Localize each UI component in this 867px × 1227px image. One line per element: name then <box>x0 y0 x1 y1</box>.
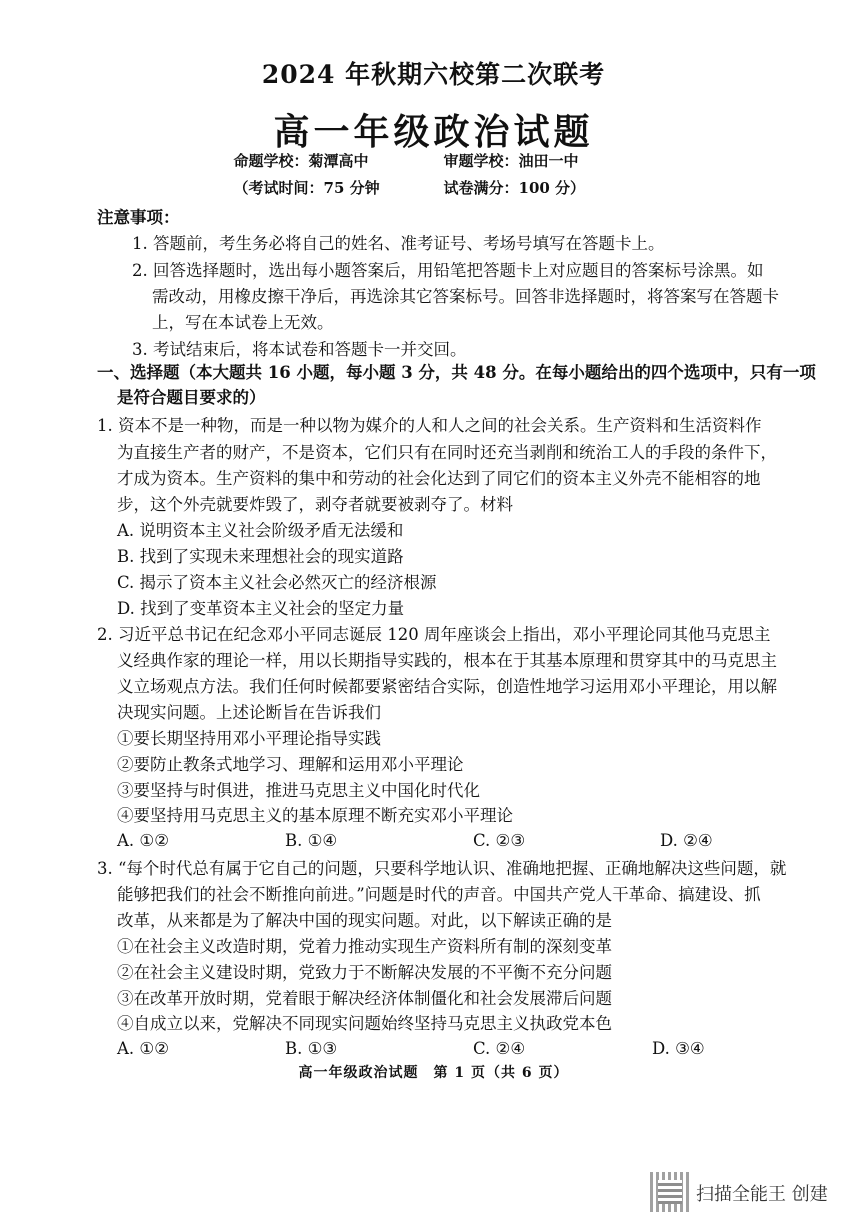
q3-stem: 3. “每个时代总有属于它自己的问题，只要科学地认识、准确地把握、正确地解决这些问题，就 <box>97 859 787 878</box>
q1-stem: 1. 资本不是一种物，而是一种以物为媒介的人和人之间的社会关系。生产资料和生活资料作 <box>97 416 762 435</box>
notice-line: 2. 回答选择题时，选出每小题答案后，用铅笔把答题卡上对应题目的答案标号涂黑。如 <box>132 261 764 280</box>
exam-time: （考试时间：75 分钟 <box>233 179 380 197</box>
q3-choice-c: C. ②④ <box>473 1039 526 1058</box>
q2-choice-b: B. ①④ <box>285 831 338 850</box>
notice-line: 需改动，用橡皮擦干净后，再选涂其它答案标号。回答非选择题时，将答案写在答题卡 <box>152 287 779 306</box>
reviewer-school: 审题学校：油田一中 <box>443 152 579 170</box>
q2-item: ②要防止教条式地学习、理解和运用邓小平理论 <box>117 755 464 774</box>
q2-item: ③要坚持与时俱进，推进马克思主义中国化时代化 <box>117 781 480 800</box>
q1-stem: 为直接生产者的财产，不是资本，它们只有在同时还充当剥削和统治工人的手段的条件下， <box>117 443 777 462</box>
q3-stem: 改革，从来都是为了解决中国的现实问题。对此，以下解读正确的是 <box>117 911 612 930</box>
q2-stem: 2. 习近平总书记在纪念邓小平同志诞辰 120 周年座谈会上指出，邓小平理论同其他马克思主 <box>97 625 771 644</box>
q2-stem: 决现实问题。上述论断旨在告诉我们 <box>117 703 381 722</box>
notice-line: 3. 考试结束后，将本试卷和答题卡一并交回。 <box>132 340 467 359</box>
q3-item: ③在改革开放时期，党着眼于解决经济体制僵化和社会发展滞后问题 <box>117 989 612 1008</box>
q1-stem: 步，这个外壳就要炸毁了，剥夺者就要被剥夺了。材料 <box>117 495 513 514</box>
section-heading-cont: 是符合题目要求的） <box>117 388 266 407</box>
exam-title: 高一年级政治试题 <box>273 111 594 153</box>
exam-meta-time <box>0 177 867 198</box>
q1-stem: 才成为资本。生产资料的集中和劳动的社会化达到了同它们的资本主义外壳不能相容的地 <box>117 469 761 488</box>
q2-choice-a: A. ①② <box>117 831 169 850</box>
notice-heading: 注意事项： <box>97 208 180 227</box>
q3-item: ④自成立以来，党解决不同现实问题始终坚持马克思主义执政党本色 <box>117 1014 612 1033</box>
exam-name: 2024 年秋期六校第二次联考 <box>261 60 606 89</box>
q1-option: B. 找到了实现未来理想社会的现实道路 <box>117 547 404 566</box>
notice-line: 1. 答题前，考生务必将自己的姓名、准考证号、考场号填写在答题卡上。 <box>132 234 665 253</box>
notice-line: 上，写在本试卷上无效。 <box>152 313 334 332</box>
q2-stem: 义立场观点方法。我们任何时候都要紧密结合实际，创造性地学习运用邓小平理论，用以解 <box>117 677 777 696</box>
exam-score: 试卷满分：100 分） <box>443 179 586 197</box>
q3-stem: 能够把我们的社会不断推向前进。”问题是时代的声音。中国共产党人干革命、搞建设、抓 <box>117 885 761 904</box>
q2-choice-c: C. ②③ <box>473 831 526 850</box>
exam-meta-schools <box>0 150 867 171</box>
scanner-watermark <box>648 1166 858 1216</box>
q3-item: ②在社会主义建设时期，党致力于不断解决发展的不平衡不充分问题 <box>117 963 612 982</box>
q3-item: ①在社会主义改造时期，党着力推动实现生产资料所有制的深刻变革 <box>117 937 612 956</box>
q2-item: ①要长期坚持用邓小平理论指导实践 <box>117 729 381 748</box>
q1-option: D. 找到了变革资本主义社会的坚定力量 <box>117 599 405 618</box>
q1-option: A. 说明资本主义社会阶级矛盾无法缓和 <box>117 521 404 540</box>
q2-choice-d: D. ②④ <box>660 831 713 850</box>
section-heading: 一、选择题（本大题共 16 小题，每小题 3 分，共 48 分。在每小题给出的四个选项中，只有一项 <box>97 363 816 382</box>
watermark-text: 扫描全能王 创建 <box>696 1184 828 1205</box>
q2-item: ④要坚持用马克思主义的基本原理不断充实邓小平理论 <box>117 806 513 825</box>
q3-choice-d: D. ③④ <box>652 1039 705 1058</box>
qr-code-icon <box>650 1172 690 1212</box>
q3-choice-b: B. ①③ <box>285 1039 338 1058</box>
setter-school: 命题学校：菊潭高中 <box>233 152 369 170</box>
page-footer: 高一年级政治试题 第 1 页（共 6 页） <box>298 1065 569 1081</box>
q2-stem: 义经典作家的理论一样，用以长期指导实践的，根本在于其基本原理和贯穿其中的马克思主 <box>117 651 777 670</box>
q3-choice-a: A. ①② <box>117 1039 169 1058</box>
q1-option: C. 揭示了资本主义社会必然灭亡的经济根源 <box>117 573 437 592</box>
